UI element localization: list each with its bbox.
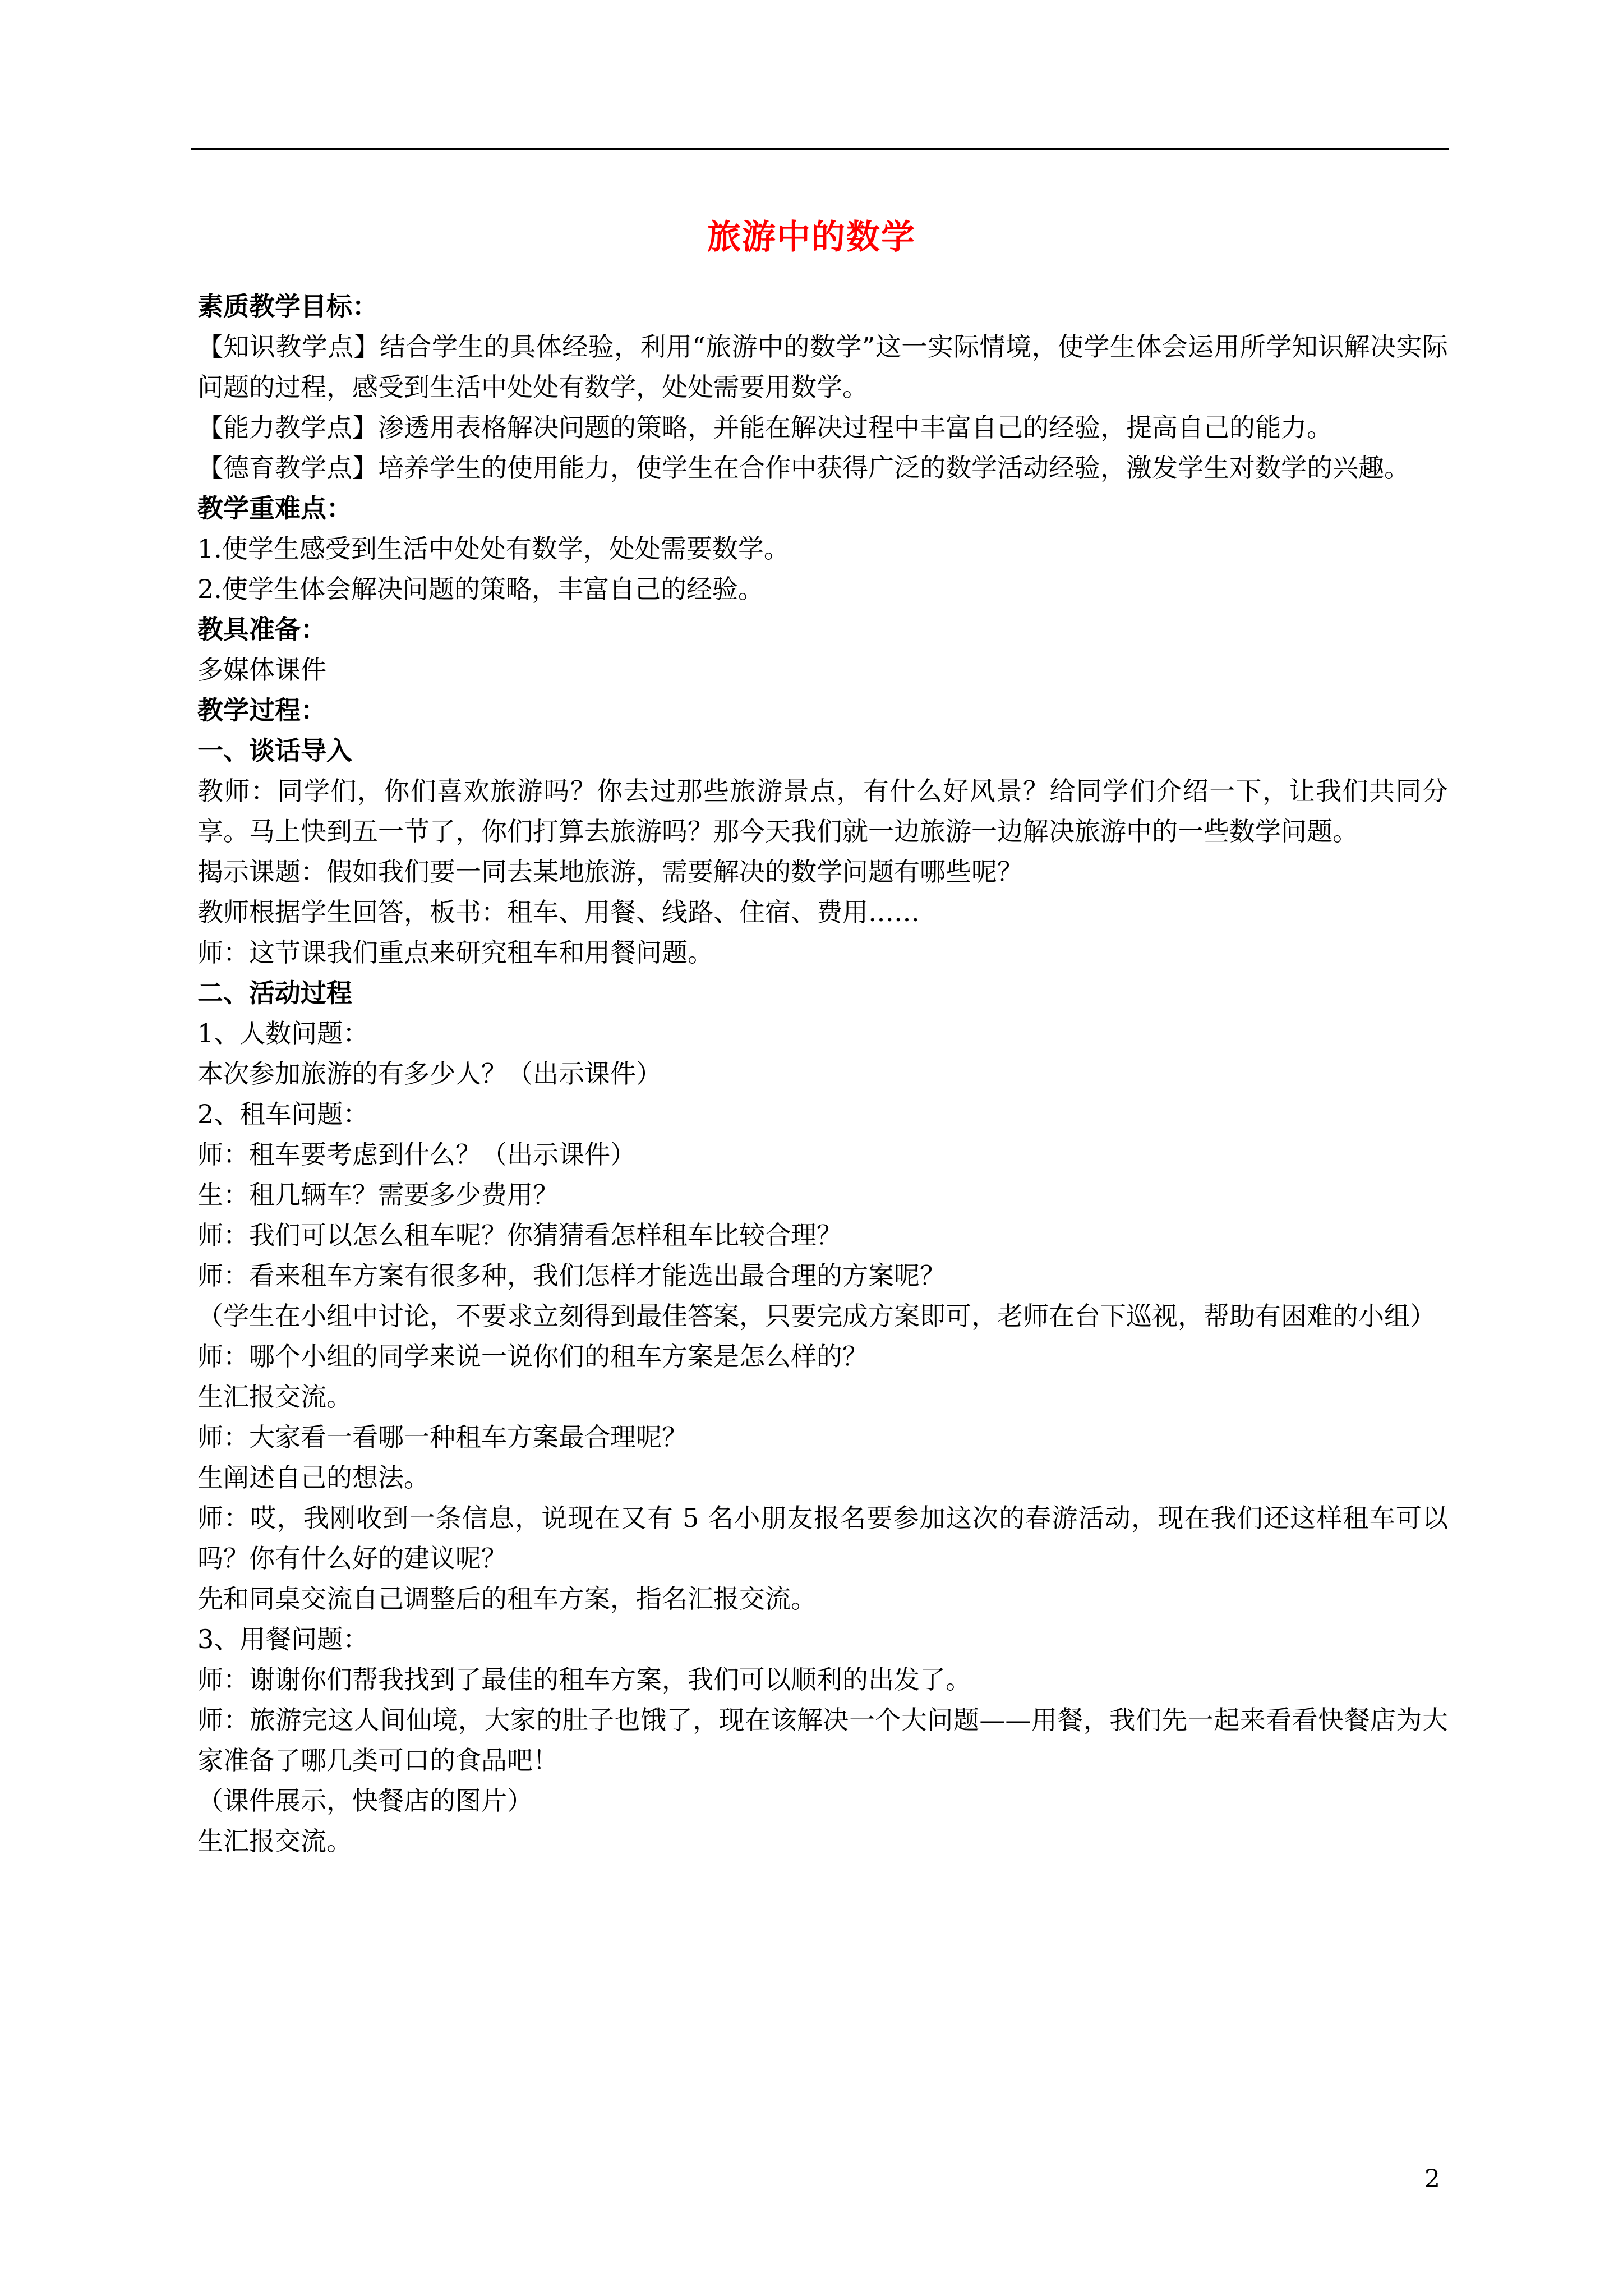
body-paragraph: 先和同桌交流自己调整后的租车方案，指名汇报交流。 <box>197 1584 817 1614</box>
section-heading: 教学过程： <box>197 695 326 725</box>
body-paragraph: 师：谢谢你们帮我找到了最佳的租车方案，我们可以顺利的出发了。 <box>197 1664 971 1695</box>
section-heading: 教学重难点： <box>197 493 352 523</box>
body-paragraph: 师：大家看一看哪一种租车方案最合理呢？ <box>197 1422 688 1452</box>
body-paragraph: 师：这节课我们重点来研究租车和用餐问题。 <box>197 937 713 968</box>
body-paragraph: 多媒体课件 <box>197 655 326 685</box>
body-paragraph: （学生在小组中讨论，不要求立刻得到最佳答案，只要完成方案即可，老师在台下巡视，帮助有困难的小组） <box>197 1301 1436 1331</box>
section-heading: 教具准备： <box>197 614 326 645</box>
body-paragraph: 2.使学生体会解决问题的策略，丰富自己的经验。 <box>197 574 764 604</box>
body-paragraph: 师：我们可以怎么租车呢？你猜猜看怎样租车比较合理？ <box>197 1220 842 1250</box>
header-rule <box>191 148 1449 150</box>
body-paragraph: 揭示课题：假如我们要一同去某地旅游，需要解决的数学问题有哪些呢？ <box>197 857 1023 887</box>
body-paragraph: 生阐述自己的想法。 <box>197 1462 430 1493</box>
body-paragraph: 师：旅游完这人间仙境，大家的肚子也饿了，现在该解决一个大问题——用餐，我们先一起来看看快餐店为大家准备了哪几类可口的食品吧！ <box>197 1705 1448 1775</box>
body-paragraph: 【能力教学点】渗透用表格解决问题的策略，并能在解决过程中丰富自己的经验，提高自己的能力。 <box>197 412 1332 443</box>
body-paragraph: 3、用餐问题： <box>197 1624 369 1654</box>
body-paragraph: 师：租车要考虑到什么？（出示课件） <box>197 1139 636 1170</box>
body-paragraph: 【德育教学点】培养学生的使用能力，使学生在合作中获得广泛的数学活动经验，激发学生对数学的兴趣。 <box>197 453 1410 483</box>
body-paragraph: 1.使学生感受到生活中处处有数学，处处需要数学。 <box>197 533 790 564</box>
body-paragraph: （课件展示，快餐店的图片） <box>197 1786 533 1816</box>
body-paragraph: 【知识教学点】结合学生的具体经验，利用“旅游中的数学”这一实际情境，使学生体会运用所学知识解决实际问题的过程，感受到生活中处处有数学，处处需要用数学。 <box>197 332 1448 402</box>
body-paragraph: 生汇报交流。 <box>197 1826 352 1856</box>
body-paragraph: 本次参加旅游的有多少人？（出示课件） <box>197 1059 662 1089</box>
body-paragraph: 教师：同学们，你们喜欢旅游吗？你去过那些旅游景点，有什么好风景？给同学们介绍一下，让我们共同分享。马上快到五一节了，你们打算去旅游吗？那今天我们就一边旅游一边解决旅游中的一些数学问题。 <box>197 776 1448 846</box>
section-heading: 一、谈话导入 <box>197 735 352 766</box>
body-paragraph: 1、人数问题： <box>197 1018 369 1048</box>
body-paragraph: 生汇报交流。 <box>197 1382 352 1412</box>
section-heading: 二、活动过程 <box>197 978 352 1008</box>
section-heading: 素质教学目标： <box>197 291 378 321</box>
body-paragraph: 教师根据学生回答，板书：租车、用餐、线路、住宿、费用…… <box>197 897 920 927</box>
body-paragraph: 2、租车问题： <box>197 1099 369 1129</box>
body-paragraph: 师：哎，我刚收到一条信息，说现在又有 5 名小朋友报名要参加这次的春游活动，现在我们还这样租车可以吗？你有什么好的建议呢？ <box>197 1503 1448 1573</box>
body-paragraph: 师：哪个小组的同学来说一说你们的租车方案是怎么样的？ <box>197 1341 868 1372</box>
body-paragraph: 生：租几辆车？需要多少费用？ <box>197 1180 559 1210</box>
document-body <box>197 286 1448 1861</box>
body-paragraph: 师：看来租车方案有很多种，我们怎样才能选出最合理的方案呢？ <box>197 1260 946 1291</box>
page-number: 2 <box>1424 2165 1440 2193</box>
document-title: 旅游中的数学 <box>707 218 916 257</box>
